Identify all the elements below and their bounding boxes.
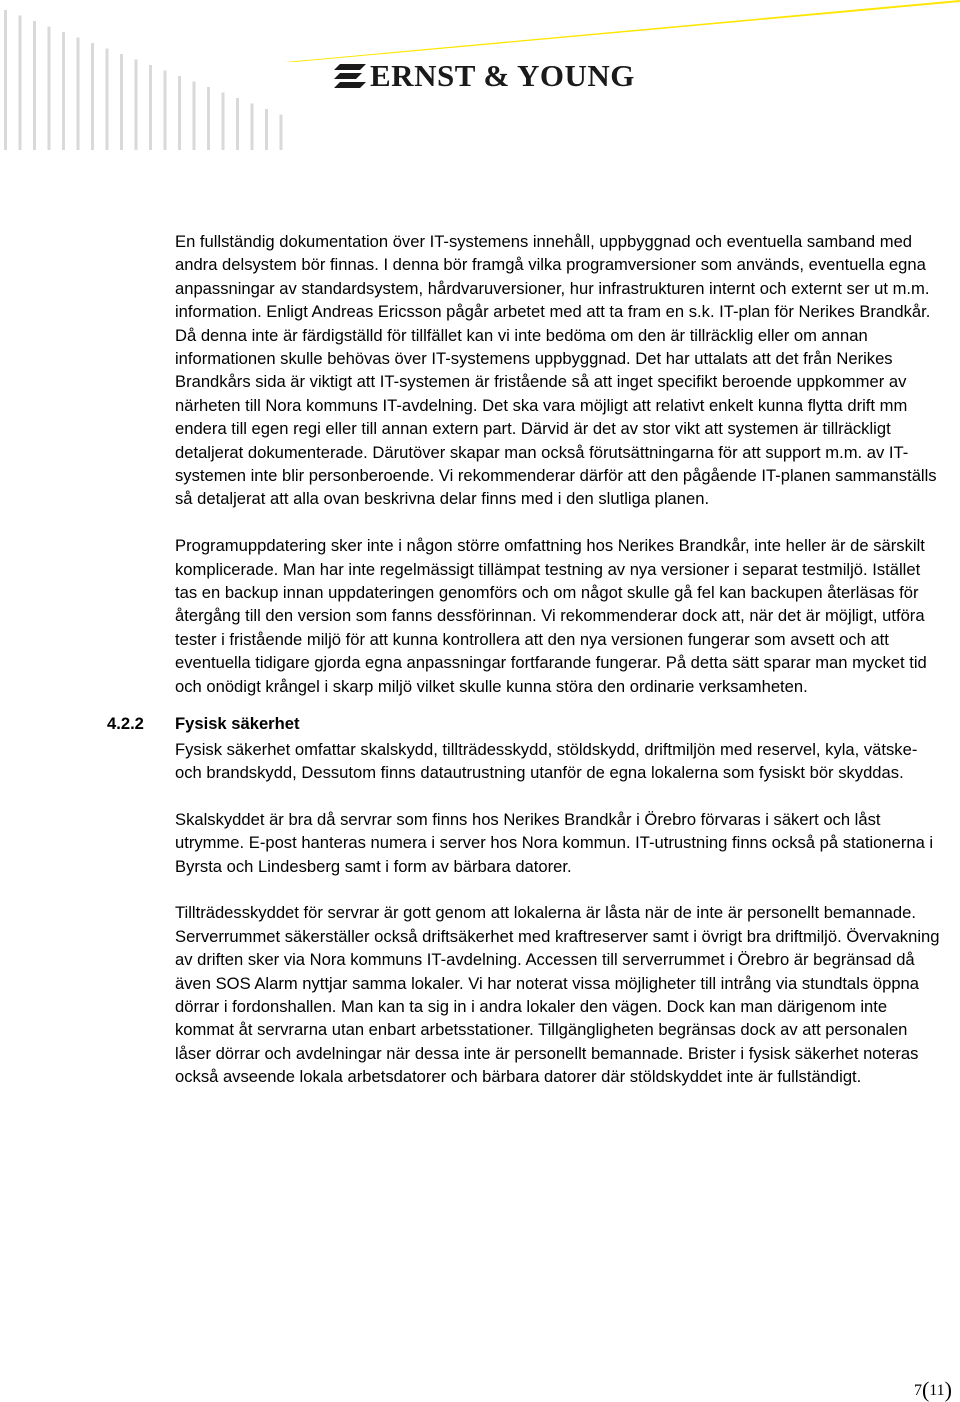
stripe: [222, 93, 225, 151]
stripe: [193, 82, 196, 151]
logo-bar: [334, 64, 366, 70]
ey-logo-text: ERNST & YOUNG: [370, 58, 635, 93]
paragraph-physical-security: Fysisk säkerhet omfattar skalskydd, tillträdesskydd, stöldskydd, driftmiljön med reservel, kyla, vätske- och brandskydd, Dessutom finns datautrustning utanför de egna lokalerna som fysiskt bör skyddas.: [175, 739, 918, 782]
paragraph-program-updates: Programuppdatering sker inte i någon större omfattning hos Nerikes Brandkår, inte heller är de särskilt komplicerade. Man har inte regelmässigt tillämpat testning av nya versioner i separat testmiljö. Istället tas en backup innan uppdateringen genomförs och om något skulle gå fel kan backupen återläsas för återgång till den version som fanns dessförinnan. Vi rekommenderar dock att, när det är möjligt, utföra tester i fristående miljö för att kunna kontrollera att den nya versionen fungerar som avsett och att eventuella tidigare gjorda egna anpassningar fortfarande fungerar. På detta sätt sparar man mycket tid och onödigt krångel i skarp miljö vilket skulle kunna störa den ordinarie verksamheten.: [175, 536, 927, 696]
page-number: [913, 1377, 952, 1402]
stripe: [251, 104, 254, 151]
stripe: [77, 38, 80, 151]
stripe: [48, 27, 51, 151]
ey-logo: [332, 58, 635, 94]
section-heading: [107, 712, 945, 735]
stripe: [265, 109, 268, 150]
ey-logo-mark-icon: [332, 60, 366, 92]
stripe: [280, 115, 283, 151]
page-header: [0, 0, 960, 150]
paragraph-it-documentation: En fullständig dokumentation över IT-systemens innehåll, uppbyggnad och eventuella samband med andra delsystem bör finnas. I denna bör framgå vilka programversioner som används, eventuella egna anpassningar av standardsystem, hårdvaruversioner, hur infrastrukturen internt och externt ser ut m.m. information. Enligt Andreas Ericsson pågår arbetet med att ta fram en s.k. IT-plan för Nerikes Brandkår. Då denna inte är färdigställd för tillfället kan vi inte bedöma om den är tillräcklig eller om annan informationen skulle behövas över IT-systemens uppbyggnad. Det har uttalats att det från Nerikes Brandkårs sida är viktigt att IT-systemen är fristående så att inget specifikt beroende uppkommer av närheten till Nora kommuns IT-avdelning. Det ska vara möjligt att relativt enkelt kunna flytta drift mm endera till egen regi eller till annan extern part. Därvid är det av stor vikt att systemen är tillräckligt detaljerat dokumenterade. Därutöver skapar man också förutsättningarna för att support m.m. av IT-systemen inte blir personberoende. Vi rekommenderar därför att den pågående IT-planen sammanställs så detaljerat att alla ovan beskrivna delar finns med i den slutliga planen.: [175, 232, 937, 509]
paren-close: ): [944, 1377, 952, 1402]
logo-bar: [334, 73, 362, 79]
stripe: [164, 71, 167, 151]
page-current: 7: [913, 1382, 922, 1399]
logo-bar: [334, 82, 366, 88]
section-title: Fysisk säkerhet: [175, 714, 300, 734]
stripe: [106, 49, 109, 151]
stripe: [62, 32, 65, 150]
stripe: [120, 54, 123, 150]
stripe-pattern: [4, 10, 283, 150]
stripe: [33, 21, 36, 150]
stripe: [236, 98, 239, 150]
section-number: 4.2.2: [107, 714, 144, 734]
stripe: [4, 10, 7, 150]
paragraph-access-protection: Tillträdesskyddet för servrar är gott genom att lokalerna är låsta när de inte är personellt bemannade. Serverrummet säkerställer också driftsäkerhet med kraftreserver samt i övrigt bra driftmiljö. Övervakning av driften sker via Nora kommuns IT-avdelning. Accessen till serverrummet i Örebro är begränsad då även SOS Alarm nyttjar samma lokaler. Vi har noterat vissa möjligheter till intrång via stundtals öppna dörrar i fordonshallen. Man kan ta sig in i andra lokaler den vägen. Dock kan man därigenom inte kommat åt servrarna utan enbart arbetsstationer. Tillgängligheten begränsas dock av att personalen låser dörrar och avdelningar när dessa inte är personellt bemannade. Brister i fysisk säkerhet noteras också avseende lokala arbetsdatorer och bärbara datorer där stöldskyddet inte är fullständigt.: [175, 903, 940, 1087]
paragraph-perimeter-protection: Skalskyddet är bra då servrar som finns hos Nerikes Brandkår i Örebro förvaras i säkert och låst utrymme. E-post hanteras numera i server hos Nora kommun. IT-utrustning finns också på stationerna i Byrsta och Lindesberg samt i form av bärbara datorer.: [175, 809, 934, 876]
page-total: 11: [929, 1382, 945, 1399]
stripe: [135, 60, 138, 151]
stripe: [149, 65, 152, 150]
yellow-beam: [285, 0, 960, 62]
stripe: [91, 43, 94, 150]
document-body: [107, 230, 945, 1112]
stripe: [178, 76, 181, 150]
paren-open: (: [921, 1377, 930, 1402]
stripe: [207, 87, 210, 150]
stripe: [19, 16, 22, 151]
